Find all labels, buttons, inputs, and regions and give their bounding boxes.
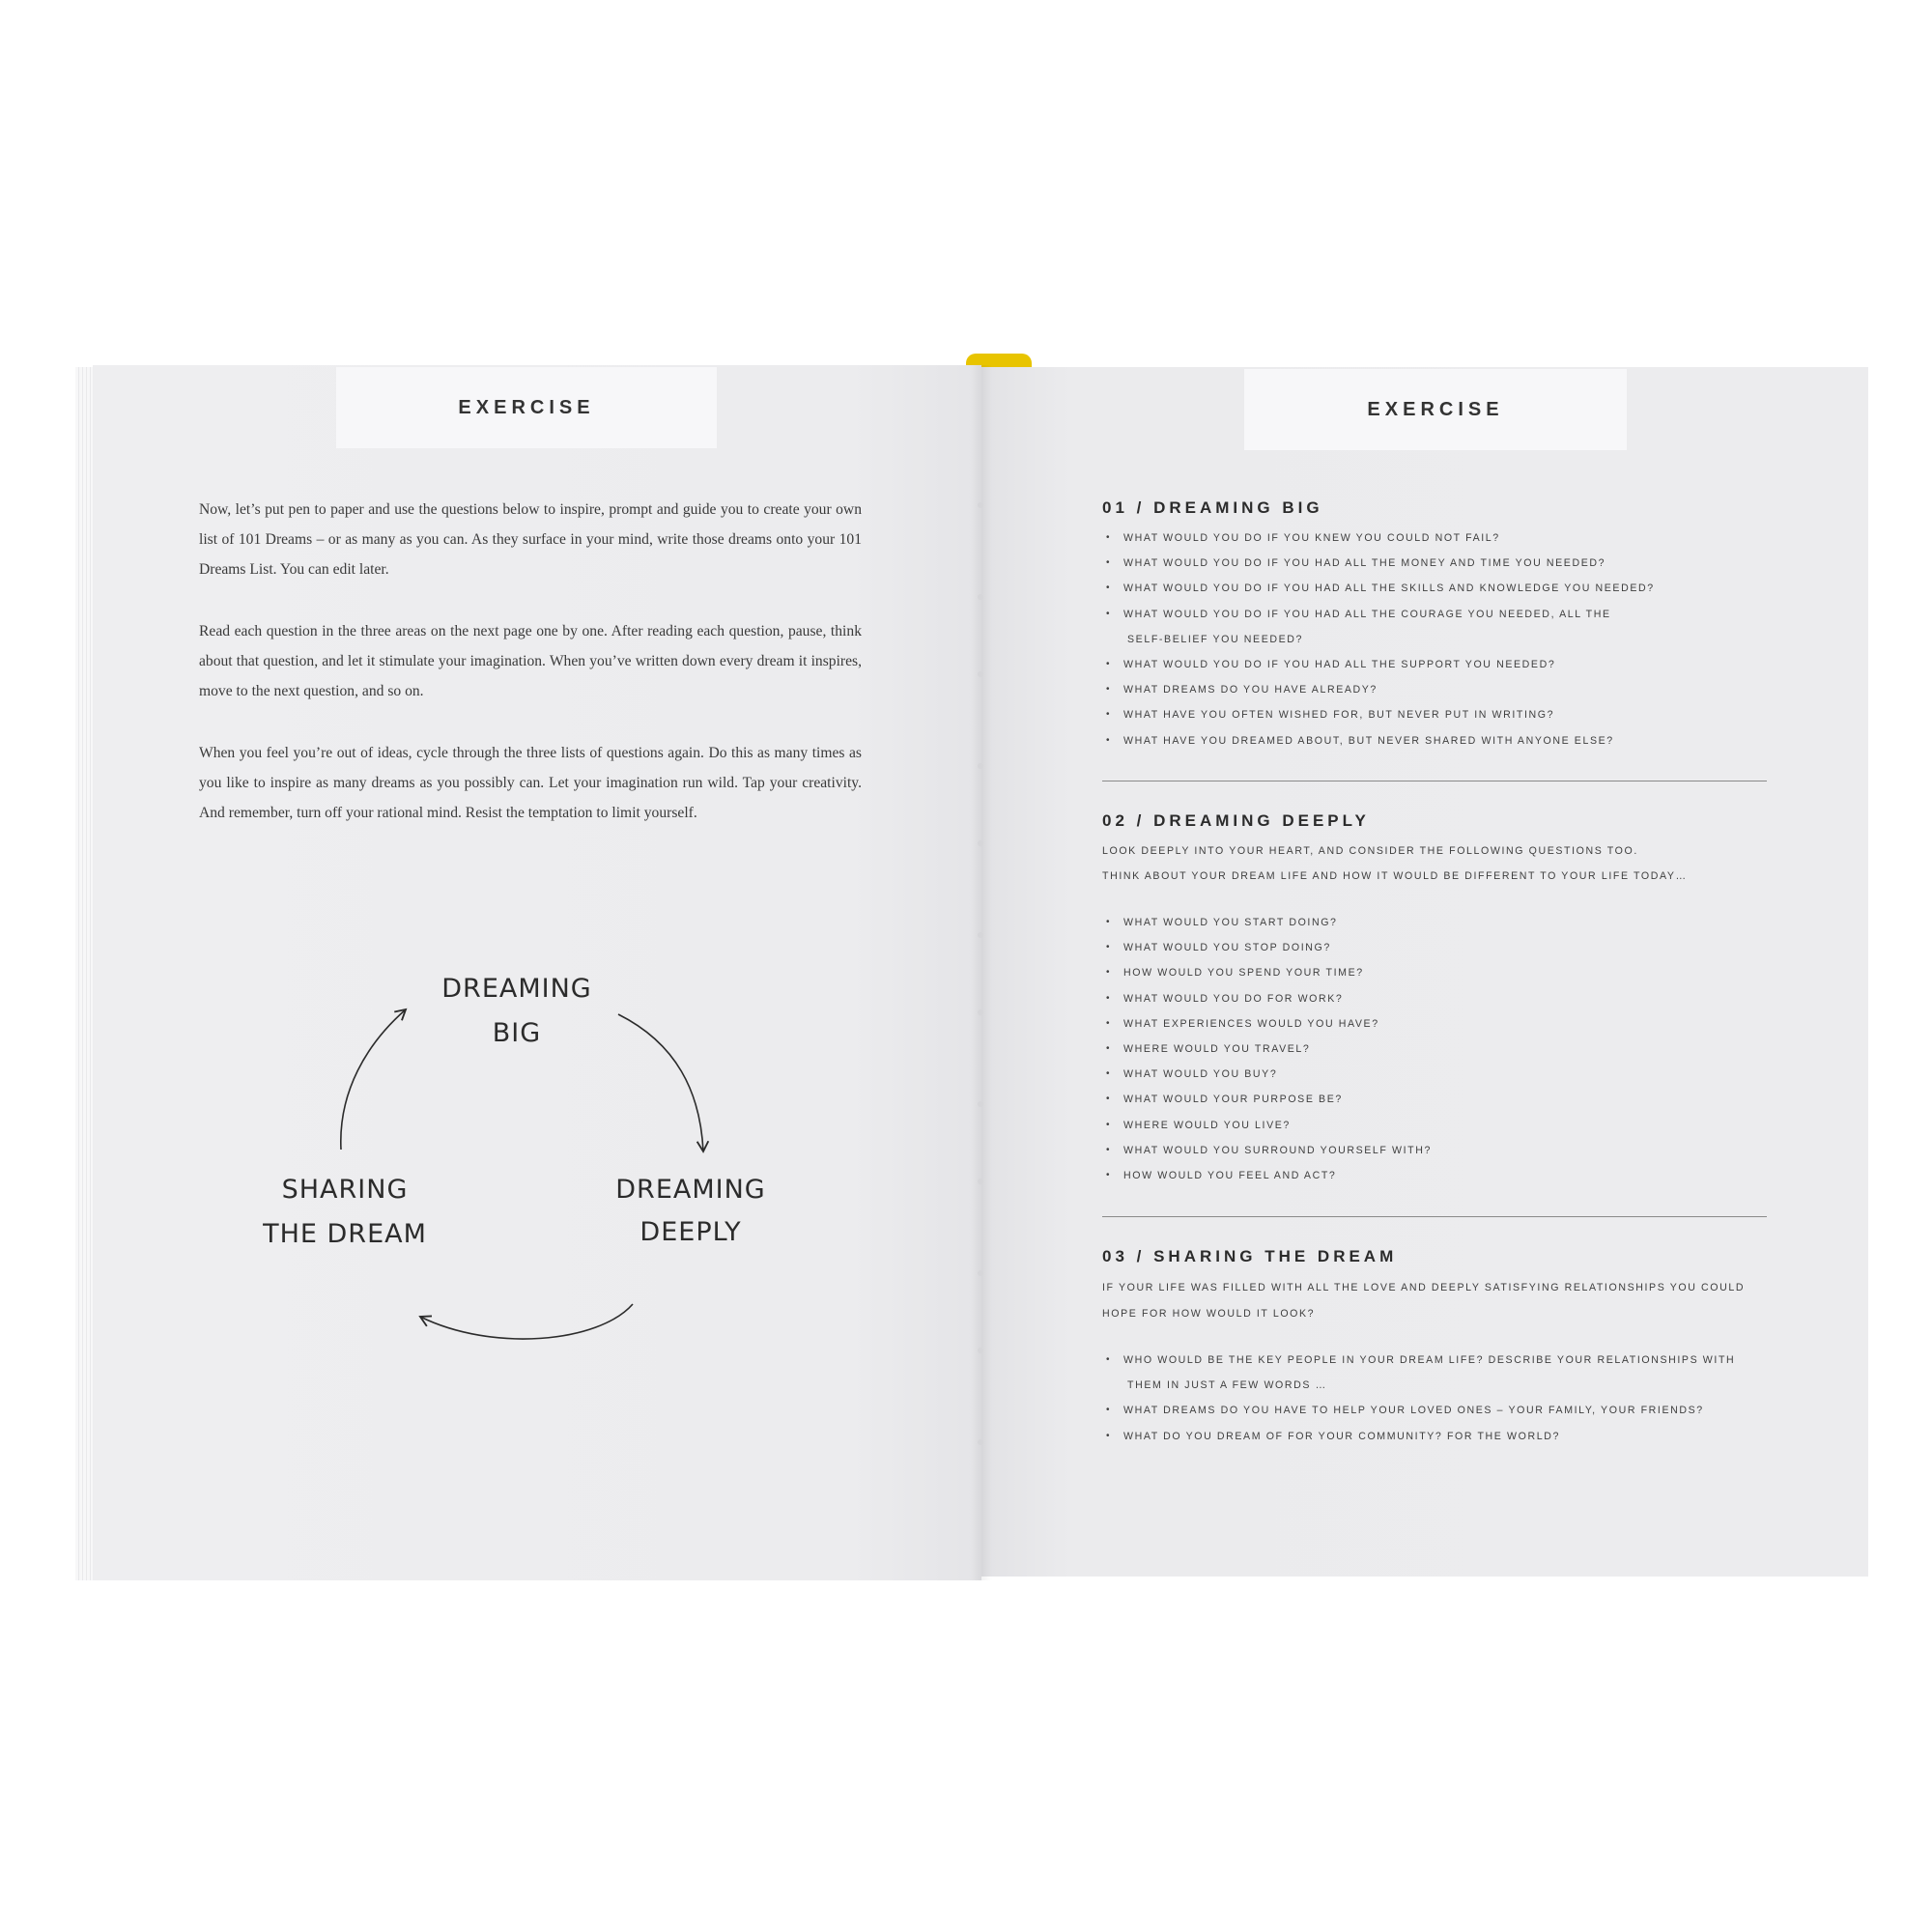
list-item: • WHAT DREAMS DO YOU HAVE TO HELP YOUR LOVED ONES – YOUR FAMILY, YOUR FRIENDS? — [1104, 1398, 1735, 1423]
binding-stitch — [978, 840, 983, 846]
diagram-label-dreaming-big-line2: BIG — [492, 1018, 542, 1048]
binding-stitch — [978, 1348, 983, 1353]
left-exercise-tab: EXERCISE — [336, 367, 717, 448]
section-title-dreaming-big: 01 / DREAMING BIG — [1102, 498, 1323, 517]
list-item: • WHAT WOULD YOU DO IF YOU HAD ALL THE COURAGE YOU NEEDED, ALL THE — [1104, 602, 1655, 627]
binding-stitch — [978, 1101, 983, 1107]
binding-stitch — [978, 763, 983, 769]
list-item-continuation: SELF-BELIEF YOU NEEDED? — [1127, 633, 1304, 645]
right-exercise-tab: EXERCISE — [1244, 369, 1627, 450]
arrow-deeply-to-sharing — [420, 1304, 633, 1339]
section-title-sharing-the-dream: 03 / SHARING THE DREAM — [1102, 1247, 1398, 1265]
diagram-label-sharing-line2: THE DREAM — [263, 1219, 427, 1249]
sharing-intro-line1: IF YOUR LIFE WAS FILLED WITH ALL THE LOVE AND DEEPLY SATISFYING RELATIONSHIPS YOU COULD — [1102, 1282, 1746, 1293]
binding-stitch — [978, 671, 983, 677]
list-item: • WHERE WOULD YOU TRAVEL? — [1104, 1037, 1432, 1062]
list-item: • WHAT DO YOU DREAM OF FOR YOUR COMMUNITY? FOR THE WORLD? — [1104, 1424, 1735, 1449]
sharing-intro-line2: HOPE FOR HOW WOULD IT LOOK? — [1102, 1308, 1316, 1320]
list-item: • WHAT HAVE YOU OFTEN WISHED FOR, BUT NEVER PUT IN WRITING? — [1104, 702, 1655, 727]
list-item: • WHAT WOULD YOU START DOING? — [1104, 910, 1432, 935]
list-item: • WHAT WOULD YOUR PURPOSE BE? — [1104, 1087, 1432, 1112]
binding-stitch — [978, 594, 983, 600]
list-item: • WHAT WOULD YOU DO FOR WORK? — [1104, 986, 1432, 1011]
dreaming-deeply-intro-line1: LOOK DEEPLY INTO YOUR HEART, AND CONSIDER THE FOLLOWING QUESTIONS TOO. — [1102, 845, 1638, 857]
binding-stitch — [978, 1009, 983, 1015]
binding-stitch — [978, 1439, 983, 1445]
list-item: • HOW WOULD YOU FEEL AND ACT? — [1104, 1163, 1432, 1188]
diagram-label-dreaming-big-line1: DREAMING — [441, 974, 592, 1004]
arrow-sharing-to-big — [341, 1009, 406, 1150]
list-item: • WHO WOULD BE THE KEY PEOPLE IN YOUR DREAM LIFE? DESCRIBE YOUR RELATIONSHIPS WITH — [1104, 1348, 1735, 1373]
section-title-dreaming-deeply: 02 / DREAMING DEEPLY — [1102, 811, 1370, 830]
sharing-the-dream-questions — [1104, 1348, 1735, 1449]
section-divider — [1102, 1216, 1767, 1217]
list-item-continuation: THEM IN JUST A FEW WORDS … — [1127, 1379, 1327, 1392]
dreaming-big-questions — [1104, 526, 1655, 753]
binding-stitch — [978, 1179, 983, 1184]
diagram-label-sharing-line1: SHARING — [281, 1175, 409, 1205]
list-item: • WHAT HAVE YOU DREAMED ABOUT, BUT NEVER SHARED WITH ANYONE ELSE? — [1104, 728, 1655, 753]
list-item: • WHAT WOULD YOU DO IF YOU HAD ALL THE SKILLS AND KNOWLEDGE YOU NEEDED? — [1104, 576, 1655, 601]
dreaming-deeply-questions — [1104, 910, 1432, 1188]
binding-stitch — [978, 932, 983, 938]
list-item: • WHAT WOULD YOU DO IF YOU KNEW YOU COULD NOT FAIL? — [1104, 526, 1655, 551]
list-item: • WHAT WOULD YOU STOP DOING? — [1104, 935, 1432, 960]
binding-stitch — [978, 1270, 983, 1276]
book-gutter — [971, 365, 992, 1580]
dream-cycle-diagram — [242, 947, 821, 1372]
intro-paragraph-1: Now, let’s put pen to paper and use the questions below to inspire, prompt and guide you to create your own list of 101 Dreams – or as many as you can. As they surface in your mind, write those dreams onto your 101 Dreams List. You can edit later. — [199, 501, 862, 578]
diagram-label-dreaming-deeply-line1: DREAMING — [615, 1175, 766, 1205]
intro-paragraph-2: Read each question in the three areas on the next page one by one. After reading each question, pause, think about that question, and let it stimulate your imagination. When you’ve written down every dream it inspires, move to the next question, and so on. — [199, 623, 862, 699]
list-item: • WHAT WOULD YOU BUY? — [1104, 1062, 1432, 1087]
intro-paragraph-3: When you feel you’re out of ideas, cycle through the three lists of questions again. Do this as many times as you like to inspire as many dreams as you possibly can. Let your imagination run wild. Tap your creativity. And remember, turn off your rational mind. Resist the temptation to limit yourself. — [199, 745, 862, 821]
arrow-big-to-deeply — [618, 1014, 703, 1151]
list-item: • WHAT WOULD YOU SURROUND YOURSELF WITH? — [1104, 1138, 1432, 1163]
list-item: • HOW WOULD YOU SPEND YOUR TIME? — [1104, 960, 1432, 985]
list-item: • WHAT WOULD YOU DO IF YOU HAD ALL THE SUPPORT YOU NEEDED? — [1104, 652, 1655, 677]
list-item: • WHAT EXPERIENCES WOULD YOU HAVE? — [1104, 1011, 1432, 1037]
diagram-label-dreaming-deeply-line2: DEEPLY — [639, 1217, 742, 1247]
binding-stitch — [978, 502, 983, 508]
list-item: • WHERE WOULD YOU LIVE? — [1104, 1113, 1432, 1138]
list-item: • WHAT DREAMS DO YOU HAVE ALREADY? — [1104, 677, 1655, 702]
list-item: • WHAT WOULD YOU DO IF YOU HAD ALL THE MONEY AND TIME YOU NEEDED? — [1104, 551, 1655, 576]
dreaming-deeply-intro-line2: THINK ABOUT YOUR DREAM LIFE AND HOW IT WOULD BE DIFFERENT TO YOUR LIFE TODAY… — [1102, 870, 1688, 882]
